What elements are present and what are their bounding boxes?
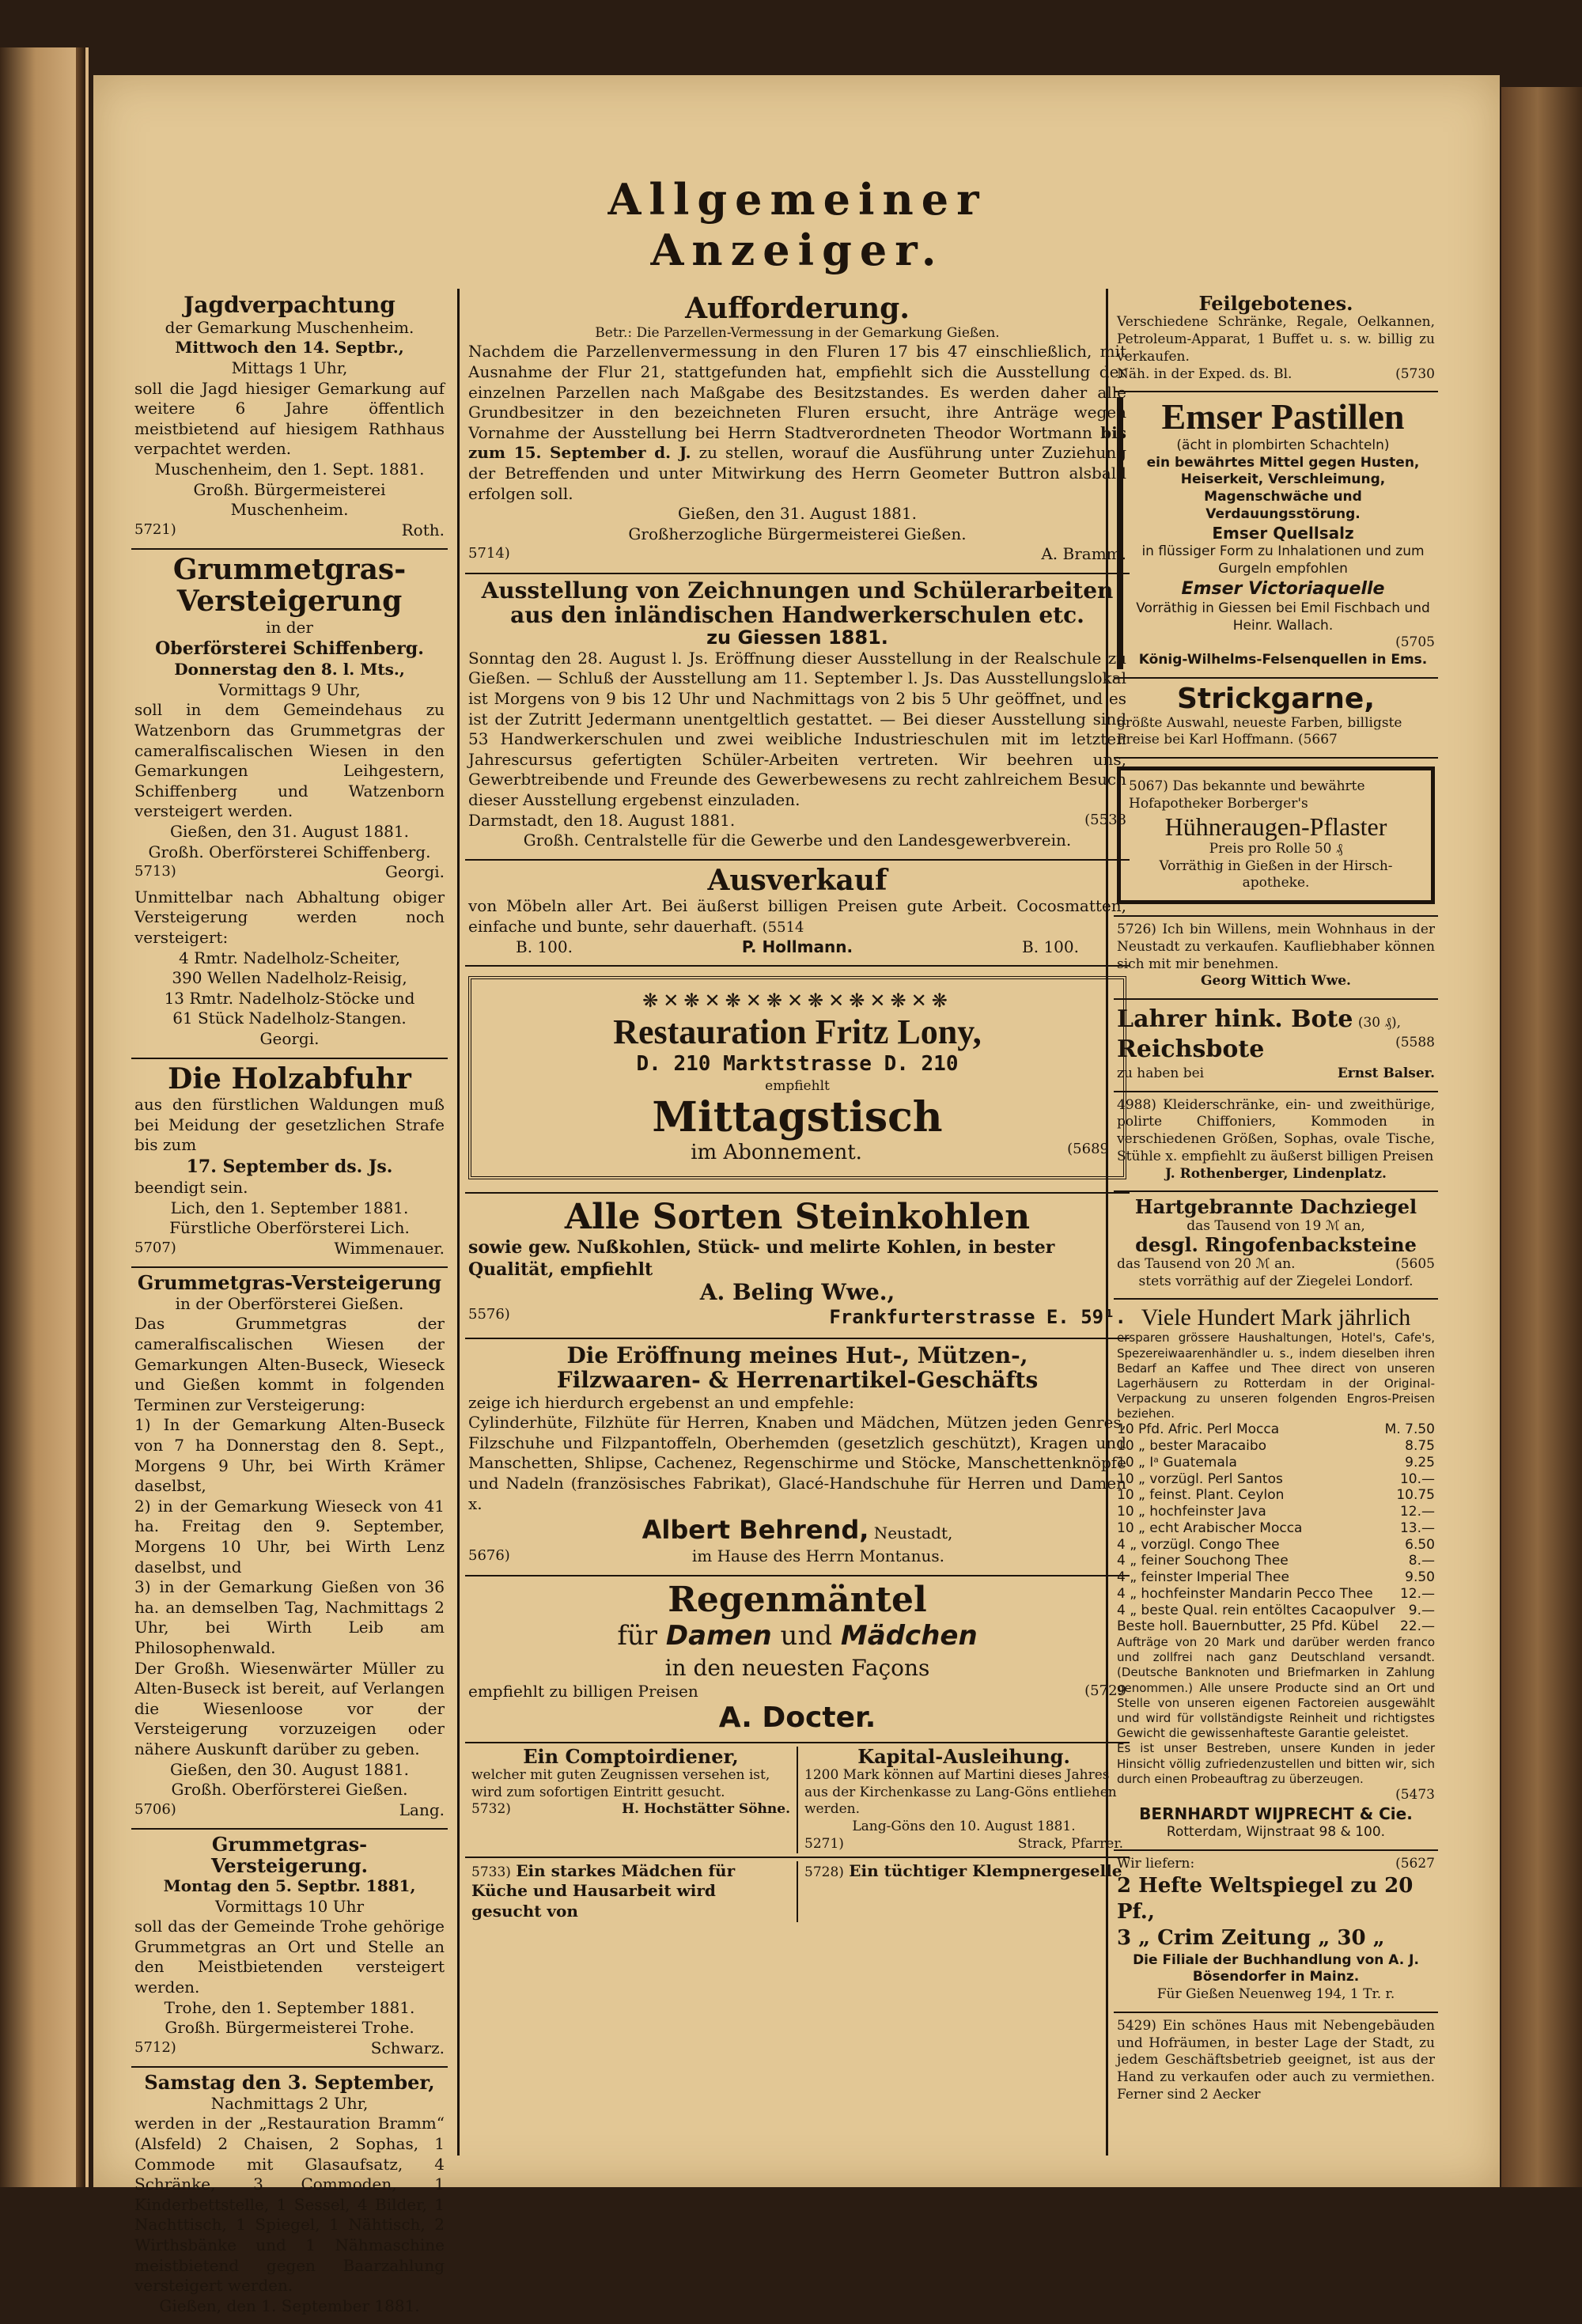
ad-item: 1) In der Gemarkung Alten-Buseck von 7 ha Donnerstag den 8. Sept., Morgens 9 Uhr, bei Wirth Krämer daselbst, bbox=[134, 1415, 445, 1496]
ad-text: soll das der Gemeinde Trohe gehörige Grummetgras an Ort und Stelle an den Meistbietenden versteigert werden. bbox=[134, 1917, 445, 1997]
ad-number: 5728) bbox=[804, 1864, 844, 1880]
ad-aufforderung bbox=[465, 289, 1130, 574]
ad-kapital bbox=[797, 1744, 1130, 1853]
ad-name: H. Hochstätter Söhne. bbox=[622, 1801, 790, 1818]
ad-name: P. Hollmann. bbox=[741, 937, 853, 956]
ad-dachziegel bbox=[1114, 1192, 1438, 1300]
ad-line-4: Für Gießen Neuenweg 194, 1 Tr. r. bbox=[1156, 1986, 1395, 2003]
ad-number: 5576) bbox=[468, 1306, 510, 1323]
ad-auction-saturday bbox=[131, 2068, 448, 2324]
ad-product: Emser Quellsalz bbox=[1212, 523, 1354, 543]
ad-text: zu haben bei bbox=[1117, 1065, 1205, 1081]
ad-date: Donnerstag den 8. l. Mts., bbox=[174, 660, 405, 679]
ad-line-2: 3 „ Crim Zeitung „ 30 „ bbox=[1117, 1926, 1385, 1951]
ad-text: soll die Jagd hiesiger Gemarkung auf weitere 6 Jahre öffentlich meistbietend auf hiesigem Rathhaus verpachtet werden. bbox=[134, 378, 445, 459]
price-row: 4 „ feinster Imperial Thee 9.50 bbox=[1117, 1569, 1435, 1586]
ad-text: Das Grummetgras der cameralfiscalischen Wiesen der Gemarkungen Alten-Buseck, Wieseck und Gießen kommt in folgenden Terminen zur Versteigerung: bbox=[134, 1314, 445, 1414]
ad-recommends: empfiehlt bbox=[765, 1077, 830, 1094]
ornament-border: ❋✕❋✕❋✕❋✕❋✕❋✕❋✕❋ bbox=[642, 990, 952, 1012]
ad-lead: Wir liefern: bbox=[1117, 1855, 1195, 1872]
ad-number: (5605 bbox=[1395, 1255, 1435, 1272]
ad-line-3: Die Filiale der Buchhandlung von A. J. Bösendorfer in Mainz. bbox=[1133, 1951, 1419, 1985]
ad-restauration-lony bbox=[465, 967, 1130, 1194]
ad-emser-pastillen bbox=[1114, 392, 1438, 679]
ad-availability: Vorräthig in Giessen bei Emil Fischbach und Heinr. Wallach. bbox=[1136, 600, 1430, 634]
ad-number: 4988) bbox=[1117, 1096, 1156, 1113]
ad-text: aus den fürstlichen Waldungen muß bei Meidung der gesetzlichen Strafe bis zum bbox=[134, 1095, 445, 1155]
ad-title: Feilgebotenes. bbox=[1198, 292, 1353, 315]
ad-number: 5712) bbox=[134, 2038, 176, 2056]
ad-grummetgras-giessen bbox=[131, 1268, 448, 1830]
ad-title: Hartgebrannte Dachziegel bbox=[1134, 1195, 1417, 1219]
ad-number: 5429) bbox=[1117, 2017, 1156, 2034]
ad-office: Großh. Oberförsterei Schiffenberg. bbox=[148, 842, 431, 861]
ad-subtitle: in der bbox=[266, 617, 313, 637]
ad-text: welcher mit guten Zeugnissen versehen ist, wird zum sofortigen Eintritt gesucht. bbox=[471, 1766, 770, 1800]
ad-number: 5676) bbox=[468, 1547, 510, 1565]
ad-signature: Georgi. bbox=[385, 862, 445, 882]
ad-number: 5714) bbox=[468, 545, 510, 562]
ad-holzabfuhr bbox=[131, 1059, 448, 1269]
split-row-2 bbox=[465, 1858, 1130, 1925]
ad-haus bbox=[1114, 2013, 1438, 2112]
ad-strickgarne bbox=[1114, 679, 1438, 759]
ad-number: 5271) bbox=[804, 1835, 844, 1852]
ad-place: Muschenheim, den 1. Sept. 1881. bbox=[154, 459, 425, 479]
price-row: 10 „ bester Maracaibo 8.75 bbox=[1117, 1438, 1435, 1455]
ad-place: Gießen, den 1. September 1881. bbox=[159, 2296, 420, 2315]
price-list bbox=[1117, 1421, 1435, 1635]
ad-text: größte Auswahl, neueste Farben, billigste Preise bei Karl Hoffmann. bbox=[1117, 714, 1402, 748]
ad-text: Ein tüchtiger Klempnergeselle bbox=[849, 1860, 1122, 1880]
ad-title-line2: aus den inländischen Handwerkerschulen etc. bbox=[510, 601, 1084, 628]
ad-grummetgras-trohe bbox=[131, 1830, 448, 2068]
ad-title: Emser Pastillen bbox=[1161, 396, 1405, 437]
ad-signature: Wimmenauer. bbox=[334, 1238, 445, 1258]
ad-price: Preis pro Rolle 50 ₰ bbox=[1209, 840, 1343, 857]
ad-title: Lahrer hink. Bote bbox=[1117, 1005, 1353, 1034]
page-header: Allgemeiner Anzeiger. bbox=[607, 174, 987, 275]
ad-item: 61 Stück Nadelholz-Stangen. bbox=[172, 1009, 407, 1028]
column-rule-1 bbox=[457, 289, 460, 2156]
ad-number: 5713) bbox=[134, 863, 176, 880]
ad-number: (5538 bbox=[1084, 811, 1126, 828]
ad-signature: Roth. bbox=[401, 520, 445, 539]
ad-signature: A. Bramm. bbox=[1041, 544, 1126, 564]
ad-number: (5667 bbox=[1297, 732, 1338, 748]
ad-number: (5730 bbox=[1395, 365, 1435, 382]
ad-regenmaentel bbox=[465, 1576, 1130, 1743]
ad-number: 5067) bbox=[1129, 778, 1168, 795]
ad-line-word: Damen bbox=[665, 1620, 772, 1652]
ad-huehneraugen bbox=[1114, 759, 1438, 917]
ad-title-line1: Grummetgras- bbox=[172, 553, 407, 587]
ad-place: Trohe, den 1. September 1881. bbox=[164, 1997, 415, 2017]
ad-line-word: für bbox=[617, 1620, 658, 1652]
ad-text: 1200 Mark können auf Martini dieses Jahres aus der Kirchenkasse zu Lang-Göns entliehen werden. bbox=[804, 1766, 1117, 1818]
ad-text: das Tausend von 19 ℳ an, bbox=[1186, 1217, 1365, 1234]
ad-item: 3) in der Gemarkung Gießen von 36 ha. an demselben Tag, Nachmittags 2 Uhr, bei Wirth Leib am Philosophenwald. bbox=[134, 1577, 445, 1657]
ad-comptoirdiener bbox=[465, 1744, 797, 1853]
ad-name: Strack, Pfarrer. bbox=[1017, 1835, 1123, 1852]
ad-office: Fürstliche Oberförsterei Lich. bbox=[169, 1218, 410, 1238]
ad-location: Neustadt, bbox=[873, 1523, 953, 1543]
ad-reference: Betr.: Die Parzellen-Vermessung in der Gemarkung Gießen. bbox=[595, 324, 1000, 341]
ad-subtitle: im Hause des Herrn Montanus. bbox=[691, 1546, 944, 1566]
ad-name: A. Docter. bbox=[718, 1701, 876, 1734]
ad-number: (5514 bbox=[762, 918, 804, 936]
ad-place: Darmstadt, den 18. August 1881. bbox=[468, 810, 736, 830]
ad-title-line3: zu Giessen 1881. bbox=[706, 626, 888, 649]
ad-recommends: empfiehlt zu billigen Preisen bbox=[468, 1682, 698, 1701]
page-gutter bbox=[76, 47, 85, 2187]
ad-line: 2 Hefte Weltspiegel zu 20 Pf., bbox=[1117, 1873, 1414, 1924]
ad-klempner bbox=[797, 1861, 1130, 1922]
ad-title: Alle Sorten Steinkohlen bbox=[564, 1196, 1031, 1237]
ad-address-2: B. 100. bbox=[1022, 937, 1079, 956]
column-left bbox=[131, 289, 448, 2315]
adjacent-page-edge bbox=[0, 47, 89, 2187]
ad-text: soll in dem Gemeindehaus zu Watzenborn das Grummetgras der cameralfiscalischen Wiesen in den Gemarkungen Leihgestern, Schiffenberg und Watzenborn versteigert werden. bbox=[134, 700, 445, 821]
ad-address: Rotterdam, Wijnstraat 98 & 100. bbox=[1166, 1824, 1386, 1841]
ad-text-2: Unmittelbar nach Abhaltung obiger Versteigerung werden noch versteigert: bbox=[134, 887, 445, 947]
ad-title-line2: Versteigerung bbox=[176, 584, 403, 618]
ad-availability: Vorräthig in Gießen in der Hirsch-apotheke. bbox=[1159, 857, 1393, 891]
price-row: 4 „ vorzügl. Congo Thee 6.50 bbox=[1117, 1536, 1435, 1553]
ad-name: Albert Behrend, bbox=[642, 1515, 869, 1546]
ad-text-3: stets vorräthig auf der Ziegelei Londorf. bbox=[1138, 1273, 1414, 1289]
ad-title-line2: Filzwaaren- & Herrenartikel-Geschäfts bbox=[556, 1366, 1039, 1393]
ad-text: Ich bin Willens, mein Wohnhaus in der Neustadt zu verkaufen. Kaufliebhaber können sich mit mir benehmen. bbox=[1117, 922, 1436, 972]
ad-text: werden in der „Restauration Bramm“ (Alsfeld) 2 Chaisen, 2 Sophas, 1 Commode mit Glasaufsatz, 4 Schränke, 3 Commoden, 1 Kinderbettstelle, 1 Sessel, 4 Bilder, 1 Nachttisch, 1 Spiegel, 1 Nähtisch, 2 Wirthsbänke und 1 Nähmaschine meistbietend gegen Baarzahlung versteigert werden. bbox=[134, 2114, 445, 2296]
ad-title: Aufforderung. bbox=[685, 292, 910, 325]
ad-text-2: ein bewährtes Mittel gegen Husten, Heiserkeit, Verschleimung, Magenschwäche und Verdauungsstörung. bbox=[1146, 454, 1420, 522]
ad-title-2: Reichsbote bbox=[1117, 1035, 1265, 1064]
ad-item: 4 Rmtr. Nadelholz-Scheiter, bbox=[179, 948, 400, 967]
price-row: 10 Pfd. Afric. Perl Mocca M. 7.50 bbox=[1117, 1421, 1435, 1438]
ad-number: 5706) bbox=[134, 1800, 176, 1818]
price-row: 4 „ beste Qual. rein entöltes Cacaopulver 9.— bbox=[1117, 1602, 1435, 1618]
ad-name: J. Rothenberger, Lindenplatz. bbox=[1165, 1165, 1387, 1182]
ad-footer: König-Wilhelms-Felsenquellen in Ems. bbox=[1138, 652, 1428, 668]
ad-steinkohlen bbox=[465, 1194, 1130, 1339]
ad-subtitle: in der Oberförsterei Gießen. bbox=[175, 1293, 404, 1313]
ad-text: Sonntag den 28. August l. Js. Eröffnung dieser Ausstellung in der Realschule zu Gießen. — Schluß der Ausstellung am 11. September l. Js. Das Ausstellungslokal ist Morgens von 9 bis 12 Uhr und Nachmittags von 2 bis 5 Uhr geöffnet, und es ist der Zutritt Jedermann unentgeltlich gestattet. — Bei dieser Ausstellung sind 53 Handwerkerschulen und zwei weibliche Industrieschulen mit im letzten Jahrescursus gefertigten Schüler-Arbeiten vertreten. Wir beehren uns, Gewerbtreibende und Freunde des Gewerbewesens zu recht zahlreichem Besuch dieser Ausstellung ergebenst einzuladen. bbox=[468, 648, 1126, 810]
ad-number: (5627 bbox=[1395, 1855, 1435, 1872]
ad-place: Gießen, den 31. August 1881. bbox=[678, 504, 917, 524]
ad-jagdverpachtung bbox=[131, 289, 448, 550]
price-row: 10 „ feinst. Plant. Ceylon 10.75 bbox=[1117, 1487, 1435, 1504]
ad-item: 2) in der Gemarkung Wieseck von 41 ha. Freitag den 9. September, Morgens 10 Uhr, bei Wirth Lenz daselbst, und bbox=[134, 1496, 445, 1576]
ad-number: 5707) bbox=[134, 1239, 176, 1256]
ad-text-2: Der Großh. Wiesenwärter Müller zu Alten-Buseck ist bereit, auf Verlangen die Wiesenloose vor der Versteigerung vorzuzeigen oder nähere Auskunft darüber zu geben. bbox=[134, 1658, 445, 1758]
ad-place: Lich, den 1. September 1881. bbox=[170, 1198, 409, 1217]
ad-number: 5721) bbox=[134, 520, 176, 538]
ad-item: 13 Rmtr. Nadelholz-Stöcke und bbox=[164, 988, 415, 1008]
ad-title: Hühneraugen-Pflaster bbox=[1164, 812, 1387, 841]
ad-text-2: das Tausend von 20 ℳ an. bbox=[1117, 1255, 1296, 1272]
price-row: 10 „ Iᵃ Guatemala 9.25 bbox=[1117, 1454, 1435, 1470]
newspaper-page bbox=[93, 75, 1500, 2315]
ad-title: Die Holzabfuhr bbox=[168, 1062, 411, 1096]
ad-number: (5588 bbox=[1395, 1035, 1435, 1051]
ad-address: D. 210 Marktstrasse D. 210 bbox=[636, 1052, 959, 1077]
ad-kleiderschraenke bbox=[1114, 1092, 1438, 1193]
ad-feilgebotenes bbox=[1114, 289, 1438, 392]
ad-address: B. 100. bbox=[516, 937, 573, 956]
price-row: 4 „ feiner Souchong Thee 8.— bbox=[1117, 1553, 1435, 1569]
ad-line-word: Mädchen bbox=[840, 1620, 978, 1652]
ad-text: (ächt in plombirten Schachteln) bbox=[1176, 437, 1390, 453]
ad-maedchen bbox=[465, 1861, 797, 1922]
price-row: Beste holl. Bauernbutter, 25 Pfd. Kübel 22.— bbox=[1117, 1618, 1435, 1635]
ad-text: Verschiedene Schränke, Regale, Oelkannen, Petroleum-Apparat, 1 Buffet u. s. w. billig zu verkaufen. bbox=[1117, 314, 1435, 365]
ad-date: Mittwoch den 14. Septbr., bbox=[175, 338, 404, 358]
ad-signature: Schwarz. bbox=[370, 2038, 445, 2057]
ad-title-line1: Die Eröffnung meines Hut-, Mützen-, bbox=[566, 1342, 1028, 1368]
ad-headline: Mittagstisch bbox=[652, 1093, 943, 1142]
ad-subtitle: der Gemarkung Muschenheim. bbox=[165, 317, 414, 337]
ad-text-2: Aufträge von 20 Mark und darüber werden franco und zollfrei nach ganz Deutschland versandt. (Deutsche Banknoten und Briefmarken in Zahlung genommen.) Alle unsere Producte sind an Ort und Stelle von unseren eigenen Factoreien ausgewählt und wird für vollständigste Reinheit und richtigstes Gewicht die gewissenhafteste Garantie geleistet. bbox=[1117, 1635, 1435, 1741]
ad-product-list: Cylinderhüte, Filzhüte für Herren, Knaben und Mädchen, Mützen jeden Genres, Filzschuhe und Filzpantoffeln, Oberhemden (gesetzlich geschützt), Kragen und Manschetten, Shlipse, Cachenez, Regenschirme und Stöcke, Manschettenknöpfe und Nadeln (französisches Fabrikat), Glacé-Handschuhe für Herren und Damen x. bbox=[468, 1413, 1126, 1513]
price-row: 10 „ vorzügl. Perl Santos 10.— bbox=[1117, 1470, 1435, 1487]
ad-time: Mittags 1 Uhr, bbox=[231, 358, 348, 377]
ad-title: Strickgarne, bbox=[1176, 682, 1376, 715]
ad-time: Vormittags 9 Uhr, bbox=[218, 679, 361, 699]
ad-name: A. Beling Wwe., bbox=[699, 1279, 895, 1306]
ad-office: Großh. Bürgermeisterei Trohe. bbox=[165, 2018, 414, 2038]
column-right bbox=[1114, 289, 1438, 2156]
ad-date: 17. September ds. Js. bbox=[186, 1156, 393, 1177]
ad-ausverkauf bbox=[465, 861, 1130, 967]
ad-text: ersparen grössere Haushaltungen, Hotel's, Cafe's, Spezereiwaarenhändler u. s., indem dieselben ihren Bedarf an Kaffee und Thee direct von unseren Lagerhäusern zu Rotterdam in der Original-Verpackung zu unseren folgenden Engros-Preisen beziehen. bbox=[1117, 1330, 1435, 1421]
ad-name: Ernst Balser. bbox=[1337, 1065, 1435, 1081]
ad-signature-2: Georgi. bbox=[259, 1028, 320, 1048]
price-row: 10 „ hochfeinster Java 12.— bbox=[1117, 1504, 1435, 1520]
ad-place: Lang-Göns den 10. August 1881. bbox=[852, 1819, 1076, 1835]
ad-number: 5726) bbox=[1117, 922, 1156, 938]
ad-text: sowie gew. Nußkohlen, Stück- und melirte Kohlen, in bester Qualität, empfiehlt bbox=[468, 1237, 1055, 1281]
ad-office: Großh. Oberförsterei Gießen. bbox=[171, 1780, 408, 1800]
ad-title: Grummetgras-Versteigerung bbox=[137, 1271, 442, 1295]
ad-line-word: und bbox=[780, 1620, 833, 1652]
split-row bbox=[465, 1743, 1130, 1858]
ad-price: (30 ₰), bbox=[1357, 1015, 1402, 1031]
ad-office: Großh. Centralstelle für die Gewerbe und den Landesgewerbverein. bbox=[523, 831, 1072, 850]
ad-weltspiegel bbox=[1114, 1851, 1438, 2013]
price-row: 10 „ echt Arabischer Mocca 13.— bbox=[1117, 1520, 1435, 1536]
ad-title: Regenmäntel bbox=[668, 1579, 927, 1620]
ad-title: Restauration Fritz Lony, bbox=[613, 1012, 982, 1051]
book-binding bbox=[1501, 87, 1582, 2187]
ad-text-3: Es ist unser Bestreben, unsere Kunden in jeder Hinsicht völlig zufriedenzustellen und bitten wir, sich durch einen Probeauftrag zu überzeugen. bbox=[1117, 1741, 1435, 1786]
price-row: 4 „ hochfeinster Mandarin Pecco Thee 12.— bbox=[1117, 1585, 1435, 1602]
ad-text: Das bekannte und bewährte Hofapotheker Borberger's bbox=[1129, 778, 1365, 812]
ad-office: Großherzogliche Bürgermeisterei Gießen. bbox=[628, 524, 967, 543]
ad-signature: Lang. bbox=[399, 1800, 445, 1819]
ad-time: Nachmittags 2 Uhr, bbox=[210, 2093, 369, 2113]
ad-date: Montag den 5. Septbr. 1881, bbox=[163, 1876, 416, 1896]
ad-subtitle: im Abonnement. bbox=[691, 1141, 862, 1165]
ad-time: Vormittags 10 Uhr bbox=[214, 1896, 365, 1916]
ad-text: zeige ich hierdurch ergebenst an und empfehle: bbox=[468, 1392, 854, 1412]
ad-title: Ein Comptoirdiener, bbox=[523, 1744, 739, 1768]
ad-text: Kleiderschränke, ein- und zweithürige, polirte Chiffoniers, Kommoden in verschiedenen Größen, Sophas, ovale Tische, Stühle x. empfiehlt zu äußerst billigen Preisen bbox=[1117, 1096, 1436, 1164]
ad-item: 390 Wellen Nadelholz-Reisig, bbox=[172, 968, 407, 988]
ad-deadline: bis zum 15. September d. J. bbox=[468, 422, 1127, 463]
ad-ausstellung bbox=[465, 574, 1130, 861]
ad-grummetgras-schiffenberg bbox=[131, 550, 448, 1058]
ad-lahrer-bote bbox=[1114, 1000, 1438, 1092]
ad-place: Näh. in der Exped. ds. Bl. bbox=[1117, 365, 1292, 382]
ad-place: Gießen, den 31. August 1881. bbox=[170, 822, 409, 842]
ad-number: (5689 bbox=[1067, 1141, 1109, 1158]
ad-number: 5732) bbox=[471, 1801, 511, 1818]
ad-wohnhaus bbox=[1114, 917, 1438, 1000]
ad-place: Gießen, den 30. August 1881. bbox=[170, 1759, 409, 1779]
ad-text: Nachdem die Parzellenvermessung in den Fluren 17 bis 47 einschließlich, mit Ausnahme der Flur 21, stattgefunden hat, empfiehlt sich die Ausstellung der einzelnen Parzellen nach Maßgabe des Besitzstandes. Es werden daher alle Grundbesitzer in den bezeichneten Fluren ersucht, ihre Anträge wegen Vornahme der Ausstellung bei Herrn Stadtverordneten Theodor Wortmann bbox=[468, 342, 1126, 442]
ad-text-3: in flüssiger Form zu Inhalationen und zum Gurgeln empfohlen bbox=[1141, 543, 1425, 577]
ad-title: Jagdverpachtung bbox=[184, 292, 396, 318]
column-middle bbox=[465, 289, 1130, 2156]
ad-kaffee-thee bbox=[1114, 1300, 1438, 1851]
ad-title: Ausverkauf bbox=[707, 863, 888, 897]
ad-title: Viele Hundert Mark jährlich bbox=[1141, 1304, 1411, 1331]
ad-number: (5705 bbox=[1395, 634, 1435, 651]
ad-number: (5473 bbox=[1395, 1786, 1435, 1803]
ad-title: Samstag den 3. September, bbox=[144, 2071, 435, 2095]
ad-text-2: beendigt sein. bbox=[134, 1178, 248, 1198]
ad-text-2: zu stellen, worauf die Ausführung unter Zuziehung der Betreffenden und unter Mitwirkung des Herrn Geometer Buttron alsbald erfolgen soll. bbox=[468, 443, 1126, 503]
ad-title-line1: Ausstellung von Zeichnungen und Schülerarbeiten bbox=[481, 577, 1114, 604]
ad-office: Großh. Bürgermeisterei Muschenheim. bbox=[193, 479, 386, 520]
ad-number: 5733) bbox=[471, 1864, 511, 1880]
ad-text: von Möbeln aller Art. Bei äußerst billigen Preisen gute Arbeit. Cocosmatten, einfache und bunte, sehr dauerhaft. bbox=[468, 896, 1126, 936]
ad-title: Ein starkes Mädchen für Küche und Hausarbeit wird gesucht von bbox=[471, 1860, 736, 1921]
ad-subtitle-2: Oberförsterei Schiffenberg. bbox=[155, 638, 424, 660]
ad-title: Grummetgras-Versteigerung. bbox=[210, 1833, 369, 1877]
ad-behrend-hats bbox=[465, 1339, 1130, 1576]
ad-name: Georg Wittich Wwe. bbox=[1201, 973, 1351, 990]
ad-product-2: Emser Victoriaquelle bbox=[1181, 578, 1385, 599]
ad-text: Ein schönes Haus mit Nebengebäuden und Hofräumen, in bester Lage der Stadt, zu jedem Geschäftsbetrieb geeignet, ist aus der Hand zu verkaufen oder auch zu vermiethen. Ferner sind 2 Aecker bbox=[1117, 2017, 1435, 2103]
ad-number: (5729 bbox=[1084, 1682, 1126, 1700]
ad-title: Kapital-Ausleihung. bbox=[857, 1744, 1070, 1768]
ad-subtitle: in den neuesten Façons bbox=[664, 1654, 930, 1681]
ad-address: Frankfurterstrasse E. 59¹. bbox=[829, 1306, 1126, 1329]
ad-title-2: desgl. Ringofenbacksteine bbox=[1135, 1233, 1417, 1257]
ad-name: BERNHARDT WIJPRECHT & Cie. bbox=[1139, 1804, 1413, 1823]
